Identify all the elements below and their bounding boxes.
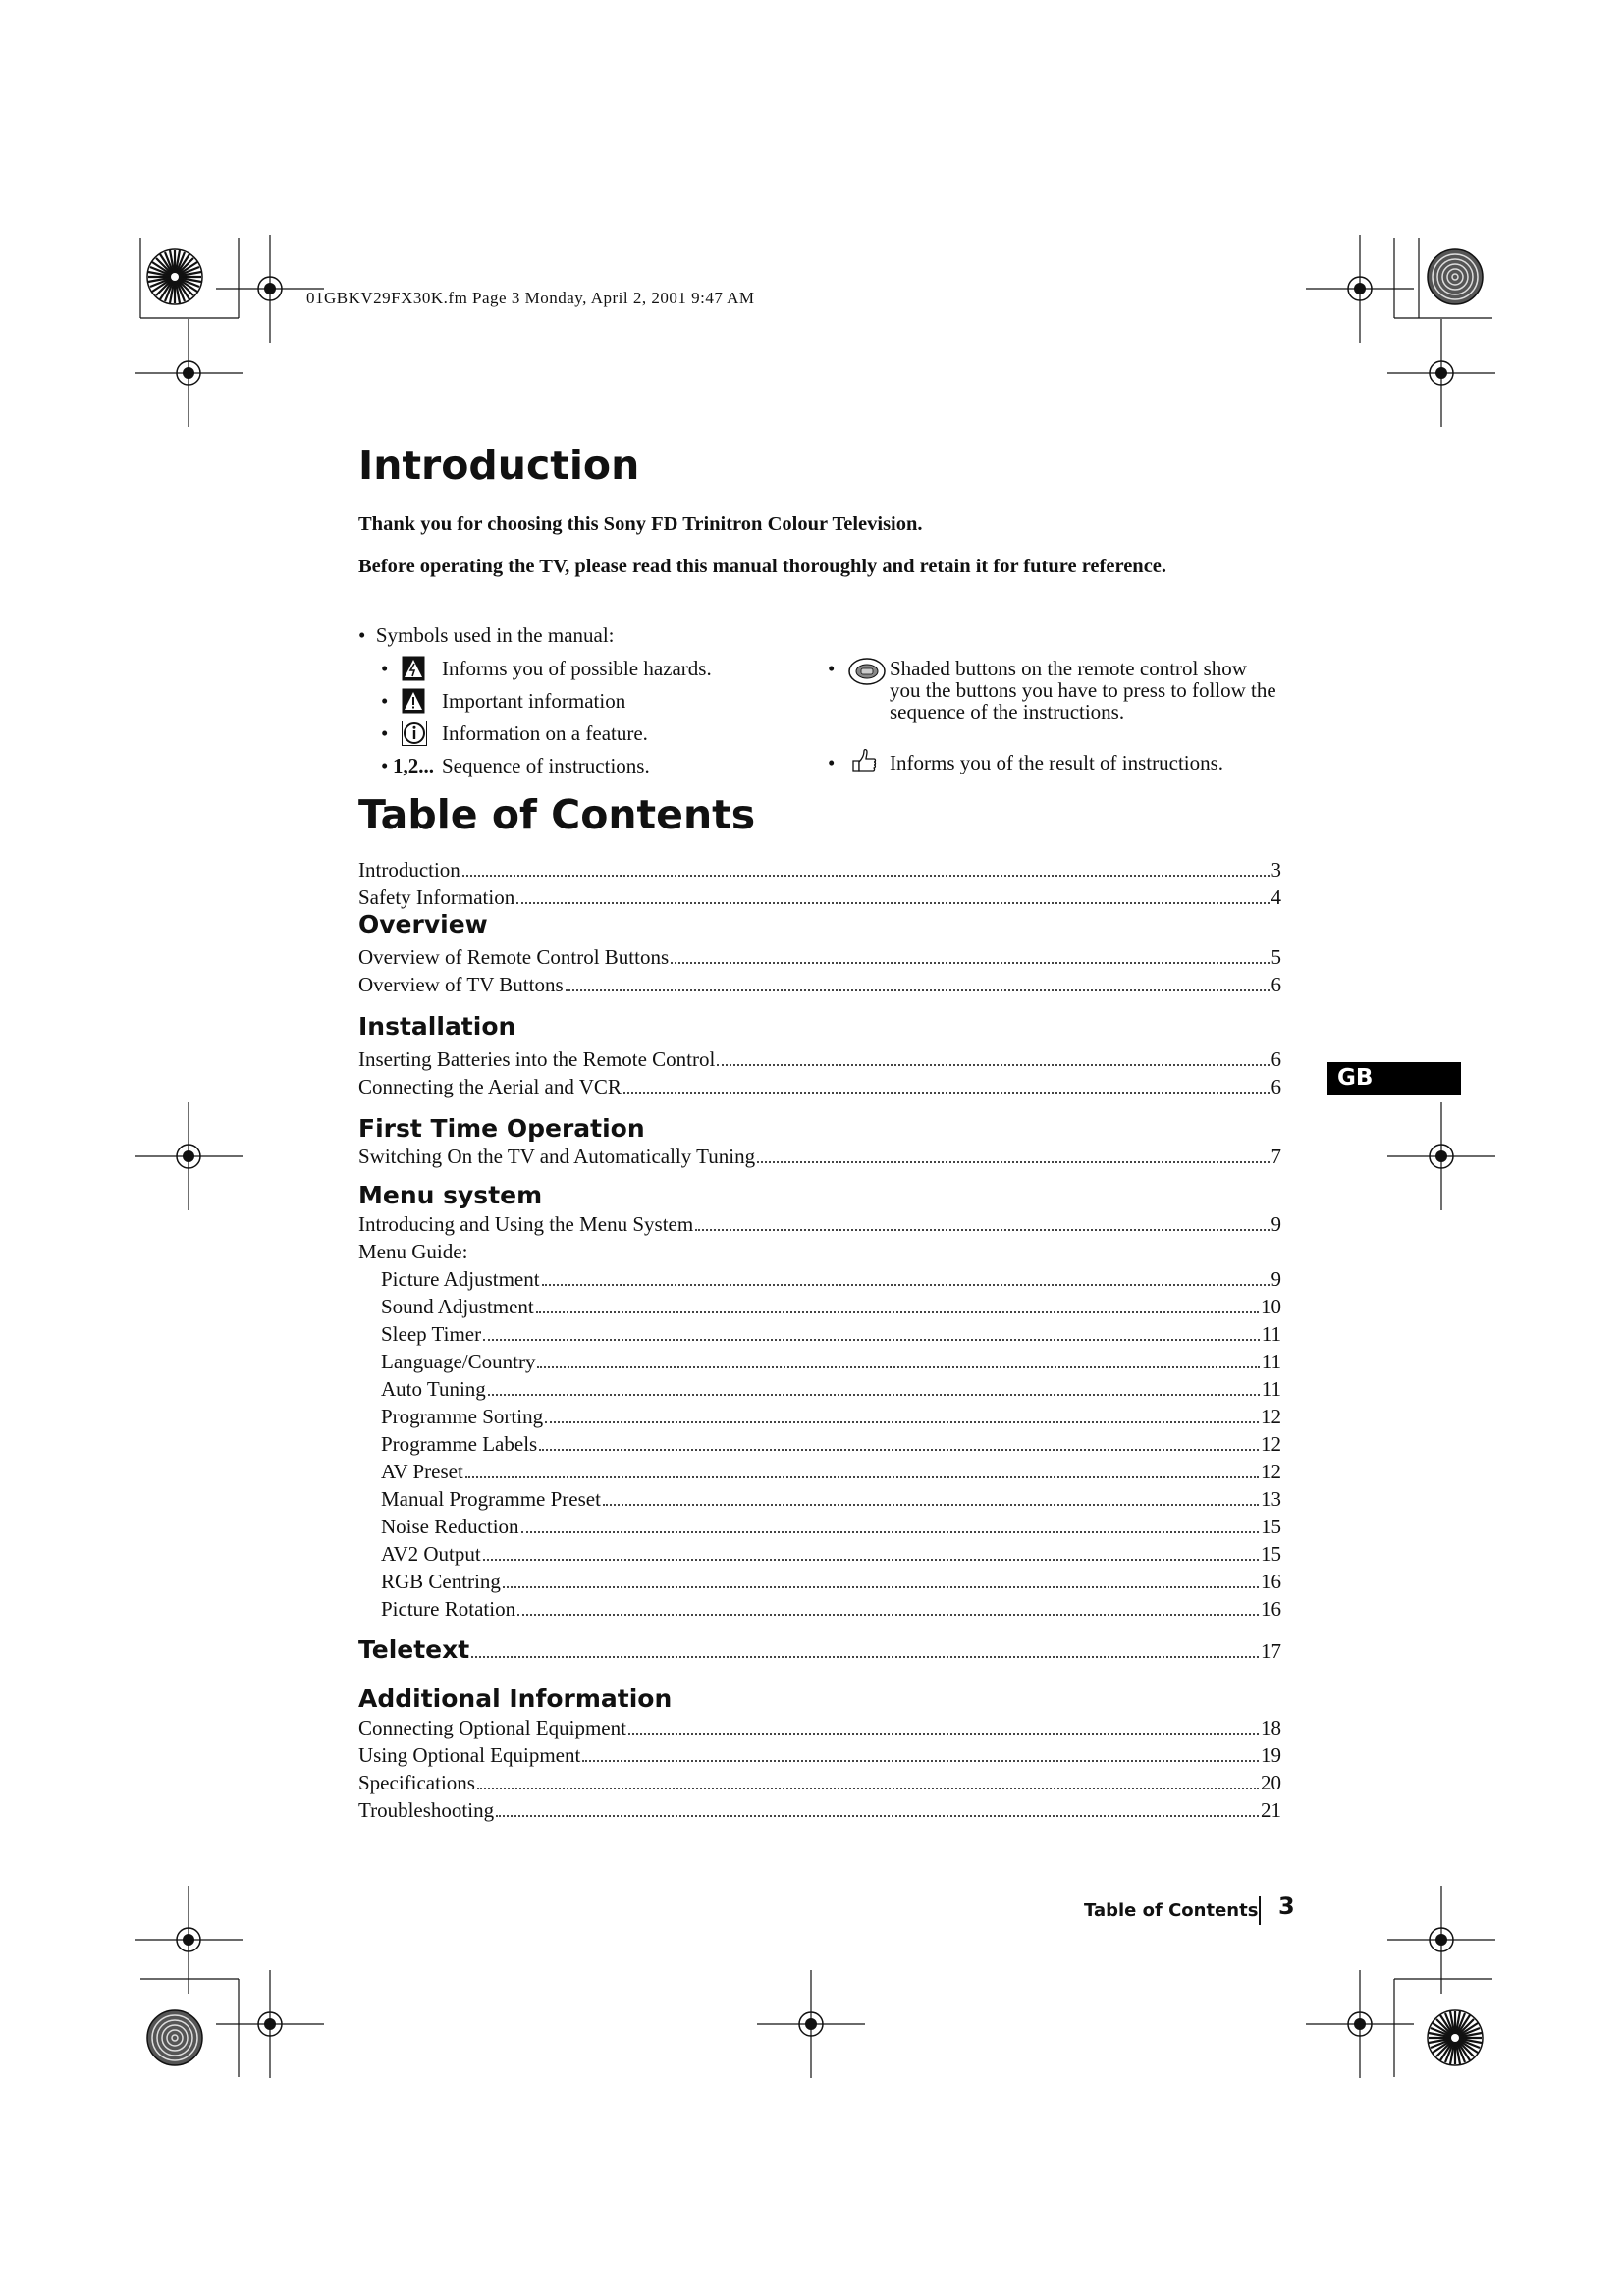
toc-entry-picture-rotation[interactable]: Picture Rotation 16 xyxy=(381,1597,1281,1621)
toc-entry-using-optional[interactable]: Using Optional Equipment 19 xyxy=(358,1743,1281,1767)
toc-section-first-time-operation: First Time Operation xyxy=(358,1114,645,1143)
toc-entry-connecting-optional[interactable]: Connecting Optional Equipment 18 xyxy=(358,1716,1281,1739)
toc-entry-sleep-timer[interactable]: Sleep Timer 11 xyxy=(381,1322,1281,1346)
toc-menu-guide-label: Menu Guide: xyxy=(358,1240,468,1263)
toc-entry-teletext[interactable]: Teletext 17 xyxy=(358,1635,1281,1664)
toc-section-additional-information: Additional Information xyxy=(358,1684,673,1713)
toc-entry-aerial-vcr[interactable]: Connecting the Aerial and VCR 6 xyxy=(358,1075,1281,1098)
toc-entry-batteries[interactable]: Inserting Batteries into the Remote Control 6 xyxy=(358,1047,1281,1071)
symbols-lead-text: Symbols used in the manual: xyxy=(375,623,615,647)
page-number: 3 xyxy=(1278,1893,1295,1920)
toc-entry-rgb-centring[interactable]: RGB Centring 16 xyxy=(381,1570,1281,1593)
introduction-title: Introduction xyxy=(358,442,640,489)
toc-entry-specifications[interactable]: Specifications 20 xyxy=(358,1771,1281,1794)
symbol-info-text: Information on a feature. xyxy=(442,721,648,745)
warning-triangle-icon xyxy=(402,688,425,714)
symbols-lead: • Symbols used in the manual: xyxy=(358,623,615,647)
toc-entry-av-preset[interactable]: AV Preset 12 xyxy=(381,1460,1281,1483)
toc-entry-auto-tuning[interactable]: Auto Tuning 11 xyxy=(381,1377,1281,1401)
info-circle-icon xyxy=(402,721,427,746)
toc-entry-remote-buttons[interactable]: Overview of Remote Control Buttons 5 xyxy=(358,945,1281,969)
remote-button-icon xyxy=(847,657,887,686)
toc-entry-switching-on[interactable]: Switching On the TV and Automatically Tuning 7 xyxy=(358,1145,1281,1168)
hazard-triangle-icon xyxy=(402,656,425,681)
toc-section-overview: Overview xyxy=(358,910,488,938)
footer-divider xyxy=(1259,1896,1261,1925)
symbol-result-text: Informs you of the result of instructions. xyxy=(890,751,1224,774)
toc-entry-programme-sorting[interactable]: Programme Sorting 12 xyxy=(381,1405,1281,1428)
toc-entry-sound-adjustment[interactable]: Sound Adjustment 10 xyxy=(381,1295,1281,1318)
toc-entry-language-country[interactable]: Language/Country 11 xyxy=(381,1350,1281,1373)
symbol-important-text: Important information xyxy=(442,689,626,713)
toc-entry-introduction[interactable]: Introduction 3 xyxy=(358,858,1281,881)
sequence-prefix: 1,2... xyxy=(393,754,434,777)
toc-entry-safety-information[interactable]: Safety Information 4 xyxy=(358,885,1281,909)
file-header: 01GBKV29FX30K.fm Page 3 Monday, April 2, 2001 9:47 AM xyxy=(306,289,755,307)
intro-read-manual-paragraph: Before operating the TV, please read this manual thoroughly and retain it for future reference. xyxy=(358,556,1167,577)
symbol-shaded-buttons-text: Shaded buttons on the remote control show you the buttons you have to press to follow the sequence of the instructions. xyxy=(890,657,1276,723)
toc-entry-picture-adjustment[interactable]: Picture Adjustment 9 xyxy=(381,1267,1281,1291)
toc-title: Table of Contents xyxy=(358,791,756,838)
toc-entry-tv-buttons[interactable]: Overview of TV Buttons 6 xyxy=(358,973,1281,996)
language-tab-gb: GB xyxy=(1327,1062,1461,1095)
toc-entry-troubleshooting[interactable]: Troubleshooting 21 xyxy=(358,1798,1281,1822)
symbol-sequence-text: Sequence of instructions. xyxy=(442,754,650,777)
pointing-hand-icon xyxy=(849,747,879,774)
toc-section-menu-system: Menu system xyxy=(358,1181,543,1209)
toc-entry-programme-labels[interactable]: Programme Labels 12 xyxy=(381,1432,1281,1456)
toc-entry-av2-output[interactable]: AV2 Output 15 xyxy=(381,1542,1281,1566)
footer-section-label: Table of Contents xyxy=(1084,1900,1259,1921)
toc-entry-menu-system[interactable]: Introducing and Using the Menu System 9 xyxy=(358,1212,1281,1236)
toc-entry-manual-programme-preset[interactable]: Manual Programme Preset 13 xyxy=(381,1487,1281,1511)
toc-entry-noise-reduction[interactable]: Noise Reduction 15 xyxy=(381,1515,1281,1538)
symbol-hazard-text: Informs you of possible hazards. xyxy=(442,657,712,680)
intro-thanks-paragraph: Thank you for choosing this Sony FD Trinitron Colour Television. xyxy=(358,513,923,535)
toc-section-installation: Installation xyxy=(358,1012,516,1041)
